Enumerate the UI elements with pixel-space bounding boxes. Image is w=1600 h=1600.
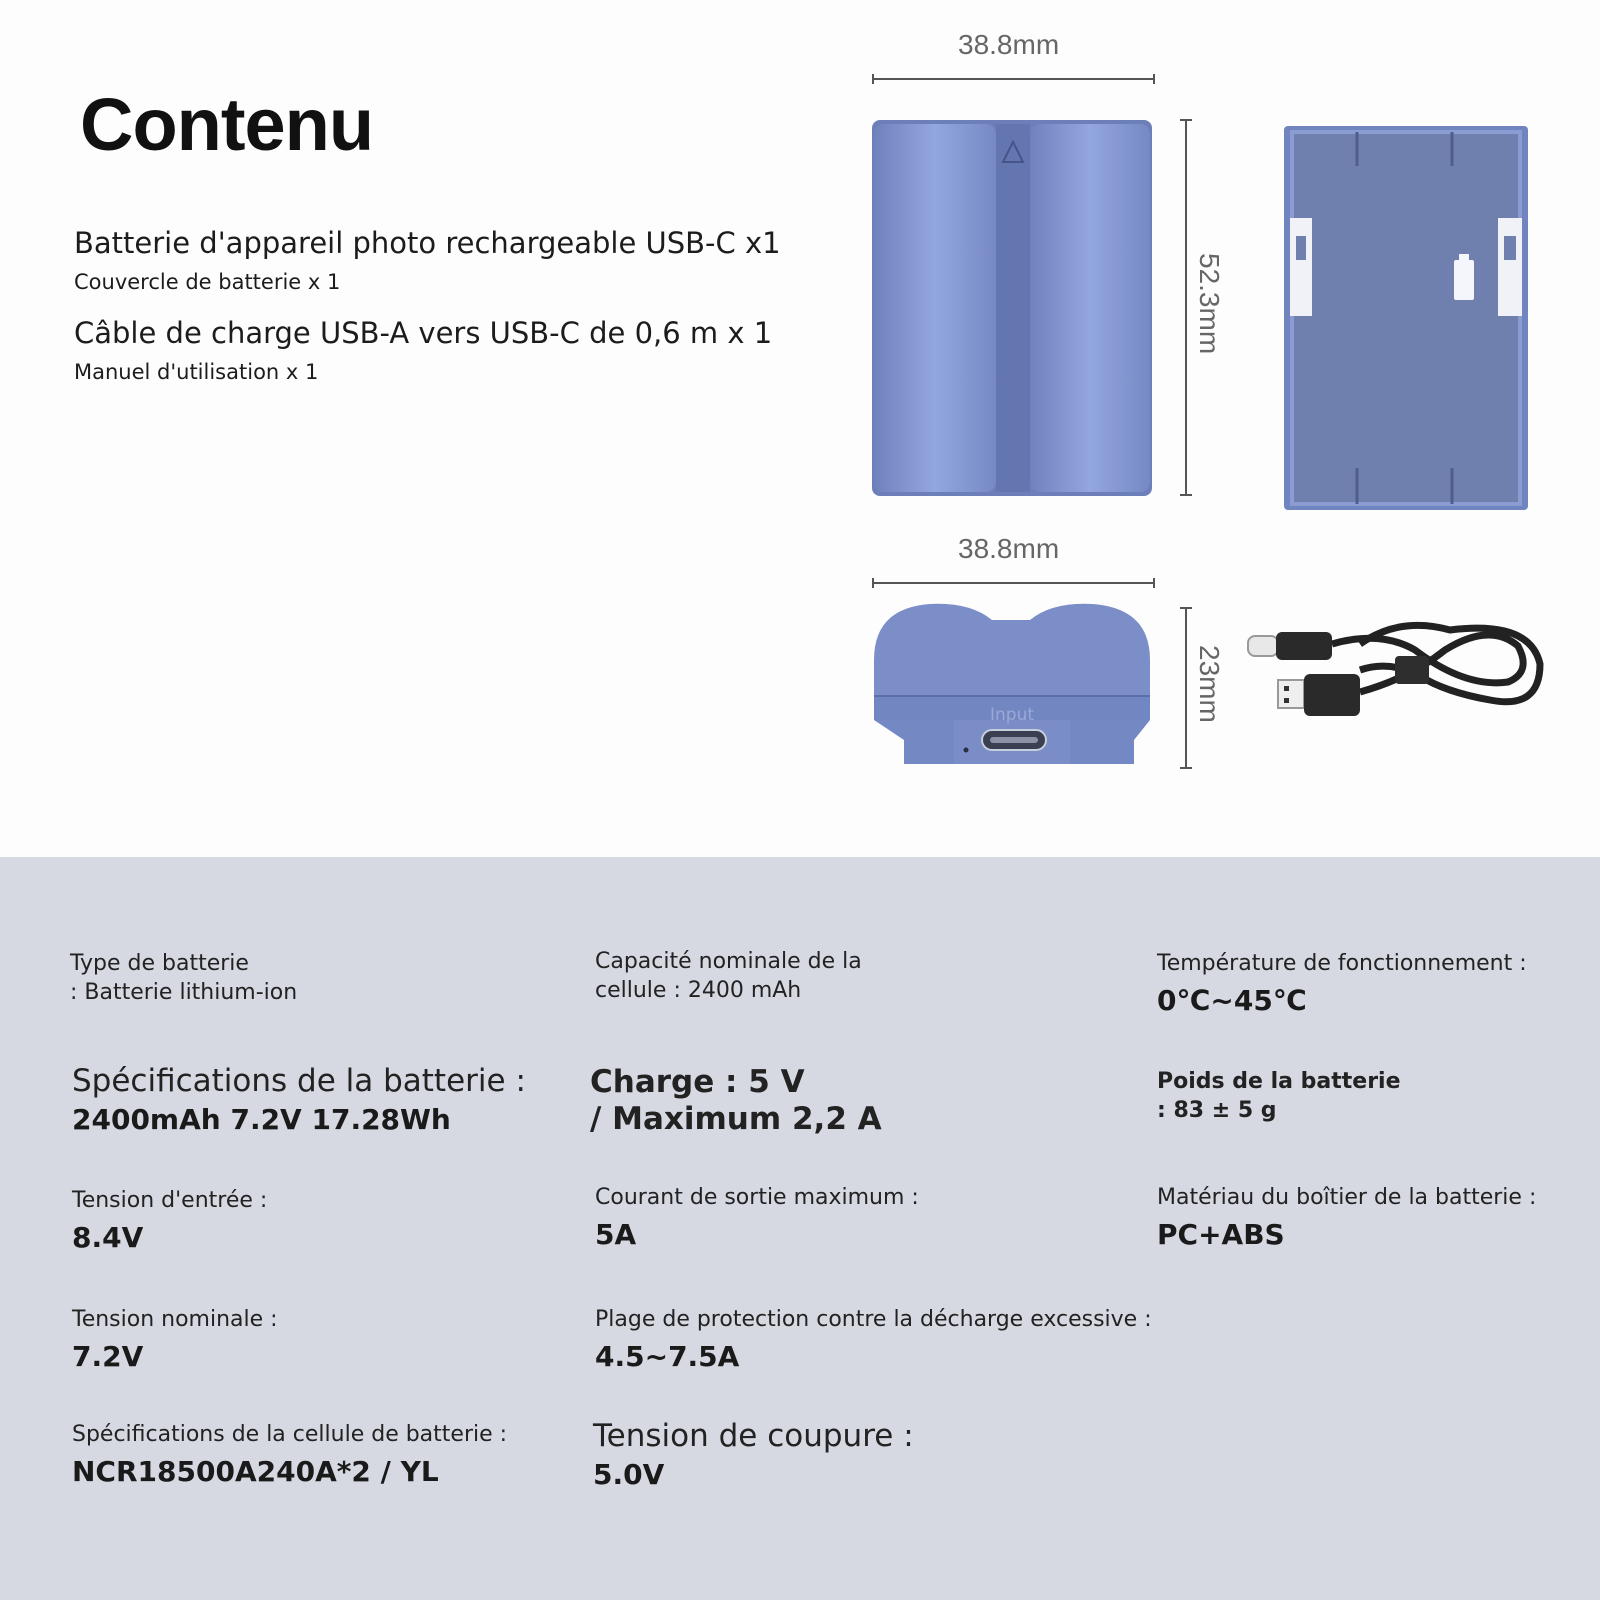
list-item: Batterie d'appareil photo rechargeable USB-C x1: [74, 226, 781, 260]
spec-label: Courant de sortie maximum :: [595, 1185, 919, 1210]
spec-input-voltage: [72, 1186, 267, 1254]
page-title: Contenu: [80, 83, 374, 166]
spec-label: Tension nominale :: [72, 1307, 278, 1332]
spec-battery-spec: [72, 1063, 526, 1136]
usb-cable-image: [1240, 620, 1550, 740]
list-item: Couvercle de batterie x 1: [74, 270, 341, 294]
spec-value: 5.0V: [593, 1458, 665, 1491]
spec-value: NCR18500A240A*2 / YL: [72, 1455, 439, 1488]
dimension-depth: 23mm: [1194, 645, 1225, 723]
battery-cover-image: [1282, 118, 1532, 514]
spec-value: 5A: [595, 1218, 637, 1251]
spec-cutoff-voltage: [593, 1418, 914, 1491]
spec-label: Plage de protection contre la décharge excessive :: [595, 1307, 1152, 1332]
spec-label: Spécifications de la batterie :: [72, 1063, 526, 1099]
list-item: Câble de charge USB-A vers USB-C de 0,6 m x 1: [74, 316, 773, 350]
spec-charge: [590, 1064, 882, 1138]
specifications-section: [0, 857, 1600, 1600]
spec-value: / Maximum 2,2 A: [590, 1101, 882, 1137]
spec-value: PC+ABS: [1157, 1218, 1285, 1251]
list-item: Manuel d'utilisation x 1: [74, 360, 319, 384]
spec-discharge-protection: [595, 1305, 1152, 1373]
battery-front-image: [870, 118, 1160, 500]
dimension-top-width: 38.8mm: [958, 29, 1060, 60]
spec-nominal-voltage: [72, 1305, 278, 1373]
spec-label: Température de fonctionnement :: [1157, 951, 1527, 976]
dimension-height: 52.3mm: [1194, 253, 1225, 355]
spec-value: 0℃~45℃: [1157, 984, 1307, 1017]
spec-value: 7.2V: [72, 1340, 144, 1373]
spec-max-output: [595, 1183, 919, 1251]
spec-label: Charge : 5 V: [590, 1064, 805, 1100]
battery-side-image: [870, 600, 1160, 770]
spec-label: Tension d'entrée :: [72, 1188, 268, 1213]
dimension-bottom-width: 38.8mm: [958, 533, 1060, 564]
spec-label: Poids de la batterie: [1157, 1069, 1401, 1094]
spec-temperature: [1157, 949, 1527, 1017]
spec-value: 2400mAh 7.2V 17.28Wh: [72, 1103, 451, 1136]
spec-label: Tension de coupure :: [593, 1418, 914, 1454]
spec-value: 4.5~7.5A: [595, 1340, 740, 1373]
spec-cell-spec: [72, 1420, 507, 1488]
spec-value: cellule : 2400 mAh: [595, 978, 802, 1003]
spec-value: : Batterie lithium-ion: [70, 980, 298, 1005]
input-port-label: Input: [989, 705, 1035, 725]
spec-case-material: [1157, 1183, 1536, 1251]
spec-weight: [1157, 1067, 1401, 1125]
spec-value: 8.4V: [72, 1221, 144, 1254]
spec-label: Type de batterie: [70, 951, 249, 976]
spec-label: Matériau du boîtier de la batterie :: [1157, 1185, 1537, 1210]
spec-label: Spécifications de la cellule de batterie :: [72, 1422, 508, 1447]
spec-value: : 83 ± 5 g: [1157, 1098, 1277, 1123]
spec-label: Capacité nominale de la: [595, 949, 862, 974]
spec-battery-type: [70, 949, 297, 1007]
spec-capacity: [595, 947, 862, 1005]
